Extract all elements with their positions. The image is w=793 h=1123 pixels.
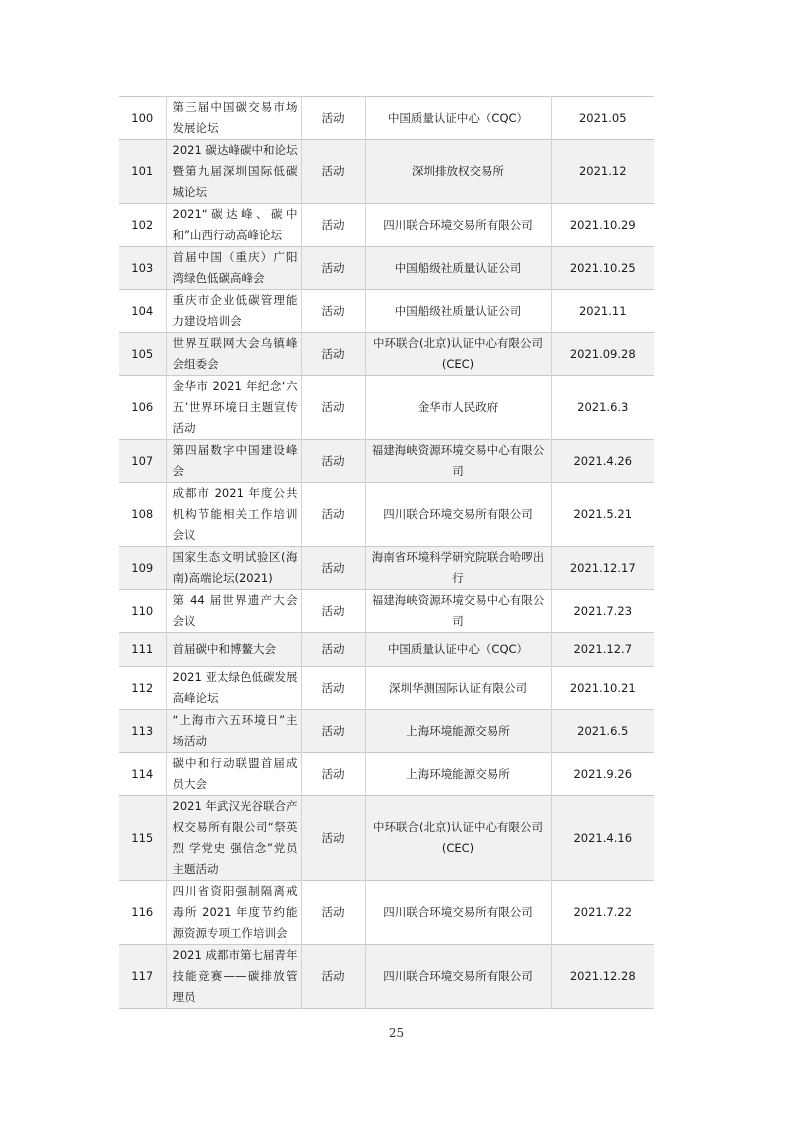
activity-date-cell: 2021.4.16 [551, 796, 654, 881]
activity-type-cell: 活动 [301, 97, 365, 140]
row-number-cell: 104 [131, 303, 154, 318]
activity-name-cell: 首届中国（重庆）广阳湾绿色低碳高峰会 [166, 247, 301, 290]
table-row [119, 290, 654, 333]
table-row [119, 796, 654, 881]
organization-cell: 四川联合环境交易所有限公司 [365, 945, 551, 1009]
activity-type-cell: 活动 [301, 796, 365, 881]
activity-name-cell: 成都市 2021 年度公共机构节能相关工作培训会议 [166, 483, 301, 547]
activity-date-cell: 2021.12.17 [551, 547, 654, 590]
activity-date-cell: 2021.12.7 [551, 633, 654, 667]
activity-date-cell: 2021.5.21 [551, 483, 654, 547]
table-row [119, 376, 654, 440]
activity-name-cell: 碳中和行动联盟首届成员大会 [166, 753, 301, 796]
activity-type-cell: 活动 [301, 247, 365, 290]
activity-type-cell: 活动 [301, 590, 365, 633]
activity-date-cell: 2021.7.23 [551, 590, 654, 633]
activity-type-cell: 活动 [301, 204, 365, 247]
row-number-cell: 106 [131, 400, 154, 414]
activity-date-cell: 2021.10.29 [551, 204, 654, 247]
activity-name-cell: 重庆市企业低碳管理能力建设培训会 [166, 290, 301, 333]
activity-type-cell: 活动 [301, 945, 365, 1009]
organization-cell: 金华市人民政府 [365, 376, 551, 440]
organization-cell: 中国质量认证中心（CQC） [365, 633, 551, 667]
table-row [119, 667, 654, 710]
organization-cell: 四川联合环境交易所有限公司 [365, 881, 551, 945]
activity-type-cell: 活动 [301, 710, 365, 753]
row-number-cell: 112 [131, 680, 154, 695]
activity-type-cell: 活动 [301, 333, 365, 376]
activity-date-cell: 2021.6.3 [551, 376, 654, 440]
activity-type-cell: 活动 [301, 667, 365, 710]
activity-name-cell: 2021 亚太绿色低碳发展高峰论坛 [166, 667, 301, 710]
row-number-cell: 113 [131, 723, 154, 738]
table-row [119, 945, 654, 1009]
organization-cell: 福建海峡资源环境交易中心有限公司 [365, 440, 551, 483]
row-number-cell: 103 [131, 260, 154, 275]
organization-cell: 上海环境能源交易所 [365, 753, 551, 796]
activity-date-cell: 2021.11 [551, 290, 654, 333]
activity-name-cell: 金华市 2021 年纪念‘六五’世界环境日主题宣传活动 [166, 376, 301, 440]
activity-name-cell: 第 44 届世界遗产大会会议 [166, 590, 301, 633]
table-row [119, 590, 654, 633]
activity-type-cell: 活动 [301, 140, 365, 204]
activity-date-cell: 2021.12 [551, 140, 654, 204]
organization-cell: 中国船级社质量认证公司 [365, 247, 551, 290]
table-row [119, 97, 654, 140]
activity-date-cell: 2021.4.26 [551, 440, 654, 483]
activity-type-cell: 活动 [301, 290, 365, 333]
activity-date-cell: 2021.10.21 [551, 667, 654, 710]
table-row [119, 753, 654, 796]
organization-cell: 中环联合(北京)认证中心有限公司(CEC) [365, 333, 551, 376]
activity-date-cell: 2021.09.28 [551, 333, 654, 376]
organization-cell: 深圳排放权交易所 [365, 140, 551, 204]
activity-date-cell: 2021.12.28 [551, 945, 654, 1009]
page-number: 25 [388, 1026, 405, 1040]
row-number-cell: 105 [131, 346, 154, 361]
organization-cell: 四川联合环境交易所有限公司 [365, 483, 551, 547]
row-number-cell: 110 [131, 603, 154, 618]
activity-name-cell: 世界互联网大会乌镇峰会组委会 [166, 333, 301, 376]
table-row [119, 881, 654, 945]
table-row [119, 333, 654, 376]
row-number-cell: 114 [131, 766, 154, 781]
table-row [119, 633, 654, 667]
activity-name-cell: 四川省资阳强制隔离戒毒所 2021 年度节约能源资源专项工作培训会 [166, 881, 301, 945]
row-number-cell: 100 [131, 110, 154, 125]
activity-date-cell: 2021.9.26 [551, 753, 654, 796]
activity-date-cell: 2021.10.25 [551, 247, 654, 290]
activity-name-cell: 2021 成都市第七届青年技能竞赛——碳排放管理员 [166, 945, 301, 1009]
activity-type-cell: 活动 [301, 376, 365, 440]
activity-name-cell: 2021 年武汉光谷联合产权交易所有限公司“祭英烈 学党史 强信念”党员主题活动 [166, 796, 301, 881]
row-number-cell: 115 [131, 830, 154, 845]
organization-cell: 海南省环境科学研究院联合哈啰出行 [365, 547, 551, 590]
row-number-cell: 101 [131, 164, 154, 178]
activity-type-cell: 活动 [301, 547, 365, 590]
activity-name-cell: 国家生态文明试验区(海南)高端论坛(2021) [166, 547, 301, 590]
table-row [119, 140, 654, 204]
activity-name-cell: 第三届中国碳交易市场发展论坛 [166, 97, 301, 140]
row-number-cell: 107 [131, 453, 154, 468]
table-row [119, 247, 654, 290]
table-body [119, 97, 654, 1009]
activity-type-cell: 活动 [301, 633, 365, 667]
row-number-cell: 108 [131, 507, 154, 521]
activity-type-cell: 活动 [301, 440, 365, 483]
row-number-cell: 111 [131, 642, 154, 656]
table-row [119, 204, 654, 247]
organization-cell: 福建海峡资源环境交易中心有限公司 [365, 590, 551, 633]
activity-name-cell: 第四届数字中国建设峰会 [166, 440, 301, 483]
table-row [119, 483, 654, 547]
activity-type-cell: 活动 [301, 753, 365, 796]
activity-date-cell: 2021.7.22 [551, 881, 654, 945]
activity-type-cell: 活动 [301, 483, 365, 547]
activity-name-cell: 2021 碳达峰碳中和论坛暨第九届深圳国际低碳城论坛 [166, 140, 301, 204]
activity-name-cell: 首届碳中和博鳌大会 [166, 633, 301, 667]
table-row [119, 547, 654, 590]
organization-cell: 上海环境能源交易所 [365, 710, 551, 753]
activity-name-cell: “上海市六五环境日”主场活动 [166, 710, 301, 753]
row-number-cell: 102 [131, 217, 154, 232]
row-number-cell: 116 [131, 905, 154, 919]
organization-cell: 中环联合(北京)认证中心有限公司(CEC) [365, 796, 551, 881]
organization-cell: 深圳华测国际认证有限公司 [365, 667, 551, 710]
activity-date-cell: 2021.05 [551, 97, 654, 140]
row-number-cell: 109 [131, 560, 154, 575]
activity-name-cell: 2021“碳达峰、碳中和”山西行动高峰论坛 [166, 204, 301, 247]
activity-type-cell: 活动 [301, 881, 365, 945]
organization-cell: 中国质量认证中心（CQC） [365, 97, 551, 140]
activity-date-cell: 2021.6.5 [551, 710, 654, 753]
activity-table [119, 96, 654, 1009]
table-row [119, 440, 654, 483]
organization-cell: 中国船级社质量认证公司 [365, 290, 551, 333]
organization-cell: 四川联合环境交易所有限公司 [365, 204, 551, 247]
table-row [119, 710, 654, 753]
row-number-cell: 117 [131, 969, 154, 983]
